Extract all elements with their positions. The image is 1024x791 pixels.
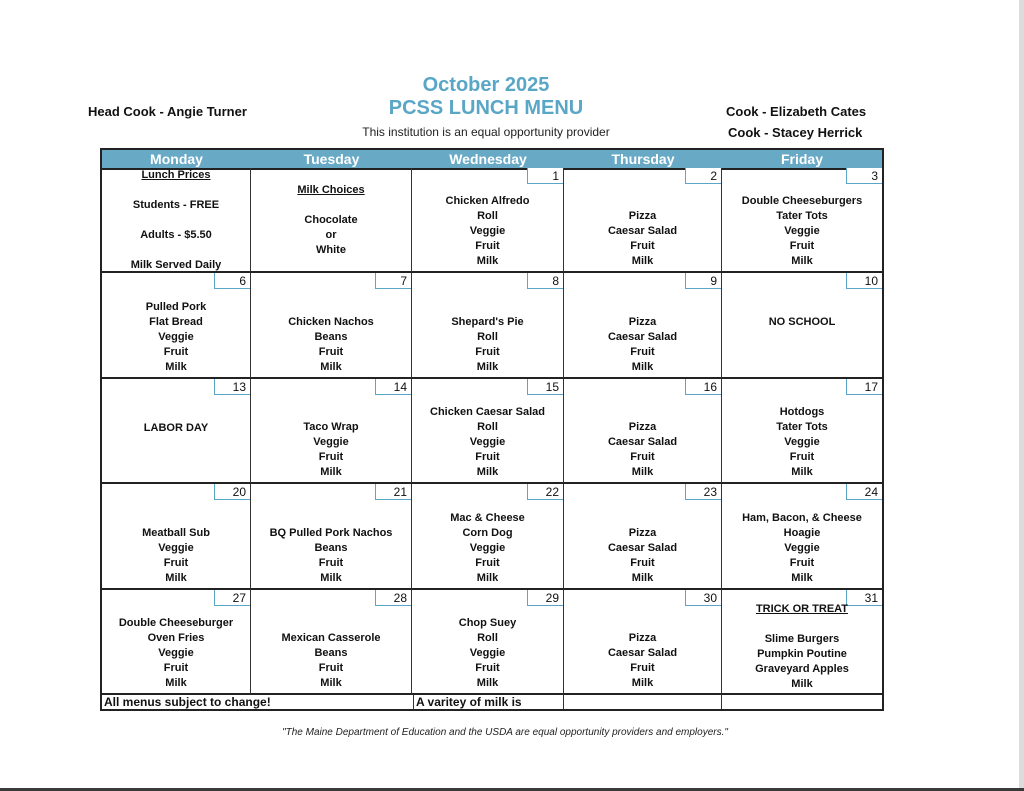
menu-item: Caesar Salad — [607, 646, 678, 659]
menu-item: Milk — [320, 676, 342, 689]
menu-items — [722, 315, 882, 330]
menu-item: Veggie — [469, 646, 506, 659]
menu-item: Veggie — [784, 436, 820, 449]
day-number: 22 — [527, 484, 563, 500]
menu-item: Milk Served Daily — [130, 259, 222, 271]
menu-item: Fruit — [475, 240, 500, 253]
menu-items — [102, 168, 250, 273]
menu-item: Milk — [631, 255, 654, 268]
menu-item: Taco Wrap — [303, 421, 359, 434]
day-number: 27 — [214, 590, 250, 606]
menu-item: Beans — [314, 330, 348, 343]
menu-items — [564, 526, 721, 586]
menu-item: Pizza — [628, 210, 657, 223]
menu-item: Pulled Pork — [145, 300, 207, 313]
day-cell — [251, 379, 412, 484]
menu-item: Veggie — [158, 330, 194, 343]
menu-items — [412, 405, 563, 480]
menu-item: Pumpkin Poutine — [757, 647, 847, 660]
day-number: 16 — [685, 379, 721, 395]
weekday-header-friday: Friday — [780, 151, 823, 167]
menu-items — [564, 631, 721, 691]
menu-item: Meatball Sub — [142, 526, 210, 539]
menu-item: LABOR DAY — [143, 421, 209, 434]
menu-item: Veggie — [158, 541, 194, 554]
menu-item: Caesar Salad — [607, 541, 678, 554]
menu-item: Pizza — [628, 526, 657, 539]
menu-items — [722, 511, 882, 586]
day-number: 8 — [527, 273, 563, 289]
day-cell — [251, 590, 412, 695]
menu-item: Roll — [477, 210, 498, 223]
menu-item: Tater Tots — [776, 421, 828, 434]
menu-items — [251, 526, 411, 586]
menu-items — [251, 420, 411, 480]
menu-item: Caesar Salad — [607, 225, 678, 238]
menu-item: Veggie — [469, 436, 506, 449]
menu-item: White — [316, 244, 346, 256]
menu-item: Chicken Nachos — [288, 315, 374, 328]
menu-item: Milk — [791, 571, 813, 584]
menu-items — [251, 631, 411, 691]
menu-item: Milk — [631, 676, 654, 689]
menu-item: Fruit — [318, 451, 344, 464]
menu-items — [722, 194, 882, 269]
menu-item: Milk Choices — [297, 184, 365, 196]
day-number: 17 — [846, 379, 882, 395]
menu-item: Caesar Salad — [607, 330, 678, 343]
menu-calendar — [100, 148, 884, 711]
menu-item: Milk — [476, 255, 499, 268]
day-number: 9 — [685, 273, 721, 289]
day-number: 31 — [846, 590, 882, 606]
day-cell — [412, 273, 564, 378]
menu-item: Milk — [165, 676, 187, 689]
weekday-header-thursday: Thursday — [611, 151, 675, 167]
menu-item: Veggie — [469, 225, 506, 238]
cook-1: Cook - Elizabeth Cates — [726, 104, 867, 119]
day-cell — [722, 379, 882, 484]
menu-item: Double Cheeseburgers — [741, 195, 863, 208]
day-cell — [102, 273, 251, 378]
menu-item: Milk — [476, 676, 499, 689]
weekday-header-row — [102, 150, 882, 170]
head-cook: Head Cook - Angie Turner — [88, 104, 247, 119]
menu-item: Milk — [631, 571, 654, 584]
menu-item: Milk — [165, 571, 187, 584]
menu-item: Flat Bread — [149, 315, 203, 328]
day-number: 24 — [846, 484, 882, 500]
footer-empty-friday — [722, 695, 882, 709]
menu-item: Roll — [477, 330, 498, 343]
menu-items — [412, 511, 563, 586]
menu-item: Milk — [476, 571, 499, 584]
menu-item: Pizza — [628, 315, 657, 328]
menu-item: Milk — [320, 360, 342, 373]
menu-items — [412, 315, 563, 375]
menu-item: Fruit — [163, 556, 189, 569]
day-number: 28 — [375, 590, 411, 606]
menu-items — [251, 315, 411, 375]
day-number: 7 — [375, 273, 411, 289]
day-cell — [412, 168, 564, 273]
menu-item: NO SCHOOL — [768, 316, 836, 329]
cook-2: Cook - Stacey Herrick — [728, 125, 863, 140]
menu-items — [102, 300, 250, 375]
day-number: 10 — [846, 273, 882, 289]
day-number: 2 — [685, 168, 721, 184]
equal-opportunity-note: This institution is an equal opportunity provider — [362, 125, 610, 139]
menu-item: Chop Suey — [458, 616, 517, 629]
day-cell — [412, 590, 564, 695]
menu-item: Milk — [791, 255, 813, 268]
day-number: 29 — [527, 590, 563, 606]
day-cell — [722, 168, 882, 273]
day-number: 3 — [846, 168, 882, 184]
month-title: October 2025 — [422, 74, 550, 96]
day-cell — [102, 379, 251, 484]
menu-item: Mac & Cheese — [450, 511, 525, 524]
menu-item: Veggie — [313, 436, 349, 449]
menu-item: Ham, Bacon, & Cheese — [742, 511, 862, 524]
menu-item: Fruit — [163, 661, 189, 674]
menu-items — [102, 421, 250, 436]
menu-item: Pizza — [628, 631, 657, 644]
menu-item: Roll — [477, 421, 498, 434]
menu-item: Fruit — [475, 451, 500, 464]
menu-item — [102, 243, 250, 258]
weekday-header-tuesday: Tuesday — [303, 151, 360, 167]
menu-item: Milk — [320, 571, 342, 584]
menu-item: Adults - $5.50 — [140, 229, 212, 241]
day-cell — [722, 590, 882, 695]
menu-items — [102, 526, 250, 586]
menu-items — [412, 616, 563, 691]
menu-item: Hotdogs — [779, 406, 825, 419]
menu-item: Veggie — [158, 646, 194, 659]
menu-item: BQ Pulled Pork Nachos — [269, 526, 393, 539]
menu-item: Fruit — [630, 345, 655, 358]
menu-item: Veggie — [784, 225, 820, 238]
menu-items — [251, 183, 411, 258]
day-cell — [102, 590, 251, 695]
menu-item: Fruit — [789, 451, 815, 464]
footer-note-menus: All menus subject to change! — [102, 695, 414, 709]
menu-item: Veggie — [469, 541, 506, 554]
menu-item: Double Cheeseburger — [118, 616, 234, 629]
day-number: 14 — [375, 379, 411, 395]
menu-items — [564, 420, 721, 480]
footer-note-milk: A varitey of milk is — [414, 695, 564, 709]
menu-item: Fruit — [789, 556, 815, 569]
menu-item: Pizza — [628, 421, 657, 434]
day-cell — [102, 484, 251, 589]
menu-item: Fruit — [475, 556, 500, 569]
menu-item: Corn Dog — [462, 526, 513, 539]
day-cell — [564, 168, 722, 273]
day-cell — [722, 484, 882, 589]
menu-items — [722, 405, 882, 480]
day-cell — [251, 273, 412, 378]
menu-item: Hoagie — [783, 526, 821, 539]
menu-item: Fruit — [630, 451, 655, 464]
menu-item: Mexican Casserole — [281, 631, 381, 644]
menu-item — [102, 183, 250, 198]
menu-item: Beans — [314, 646, 348, 659]
menu-item: Milk — [631, 360, 654, 373]
day-number: 1 — [527, 168, 563, 184]
menu-item: Fruit — [630, 661, 655, 674]
menu-item: Fruit — [318, 556, 344, 569]
menu-items — [102, 616, 250, 691]
menu-item: TRICK OR TREAT — [755, 602, 849, 615]
menu-item — [251, 198, 411, 213]
day-number: 13 — [214, 379, 250, 395]
day-number: 6 — [214, 273, 250, 289]
day-cell — [564, 273, 722, 378]
menu-item: Chocolate — [304, 214, 358, 226]
menu-item: Milk — [476, 466, 499, 479]
day-cell — [251, 168, 412, 273]
day-number: 30 — [685, 590, 721, 606]
menu-item: Chicken Caesar Salad — [430, 406, 545, 419]
menu-item: Milk — [320, 466, 342, 479]
menu-item: Students - FREE — [132, 199, 220, 211]
menu-item: Milk — [476, 360, 499, 373]
menu-item: Roll — [477, 631, 498, 644]
menu-item: Fruit — [163, 345, 189, 358]
menu-item: Lunch Prices — [141, 169, 211, 181]
calendar-footer-row — [102, 695, 882, 709]
menu-item: Milk — [791, 466, 813, 479]
day-cell — [564, 379, 722, 484]
menu-items — [564, 315, 721, 375]
menu-item: Caesar Salad — [607, 436, 678, 449]
menu-item: Beans — [314, 541, 348, 554]
menu-item: Oven Fries — [147, 631, 205, 644]
day-number: 23 — [685, 484, 721, 500]
weekday-header-wednesday: Wednesday — [449, 151, 527, 167]
menu-items — [564, 209, 721, 269]
day-number: 21 — [375, 484, 411, 500]
menu-item: Fruit — [630, 556, 655, 569]
menu-item: Milk — [791, 677, 813, 690]
menu-item: Fruit — [789, 240, 815, 253]
menu-item — [722, 617, 882, 632]
menu-title: PCSS LUNCH MENU — [388, 97, 584, 119]
menu-item: Tater Tots — [776, 210, 828, 223]
day-cell — [102, 168, 251, 273]
menu-item: Fruit — [475, 345, 500, 358]
day-cell — [564, 590, 722, 695]
day-number: 20 — [214, 484, 250, 500]
menu-item: Milk — [165, 360, 187, 373]
usda-disclaimer: "The Maine Department of Education and the USDA are equal opportunity providers and employers." — [282, 727, 728, 738]
menu-item: or — [325, 229, 337, 241]
menu-item: Fruit — [318, 345, 344, 358]
menu-item: Fruit — [630, 240, 655, 253]
day-cell — [722, 273, 882, 378]
menu-item: Milk — [631, 466, 654, 479]
menu-items — [412, 194, 563, 269]
day-number: 15 — [527, 379, 563, 395]
menu-item: Slime Burgers — [764, 632, 840, 645]
menu-item — [102, 213, 250, 228]
menu-item: Graveyard Apples — [755, 662, 849, 675]
day-cell — [412, 484, 564, 589]
menu-item: Fruit — [475, 661, 500, 674]
day-cell — [251, 484, 412, 589]
menu-item: Chicken Alfredo — [445, 195, 530, 208]
menu-items — [722, 602, 882, 692]
page-edge-right — [1019, 0, 1024, 791]
day-cell — [412, 379, 564, 484]
weekday-header-monday: Monday — [150, 151, 203, 167]
day-cell — [564, 484, 722, 589]
menu-item: Veggie — [784, 541, 820, 554]
menu-item: Shepard's Pie — [451, 315, 524, 328]
menu-item: Fruit — [318, 661, 344, 674]
footer-empty-thursday — [564, 695, 722, 709]
